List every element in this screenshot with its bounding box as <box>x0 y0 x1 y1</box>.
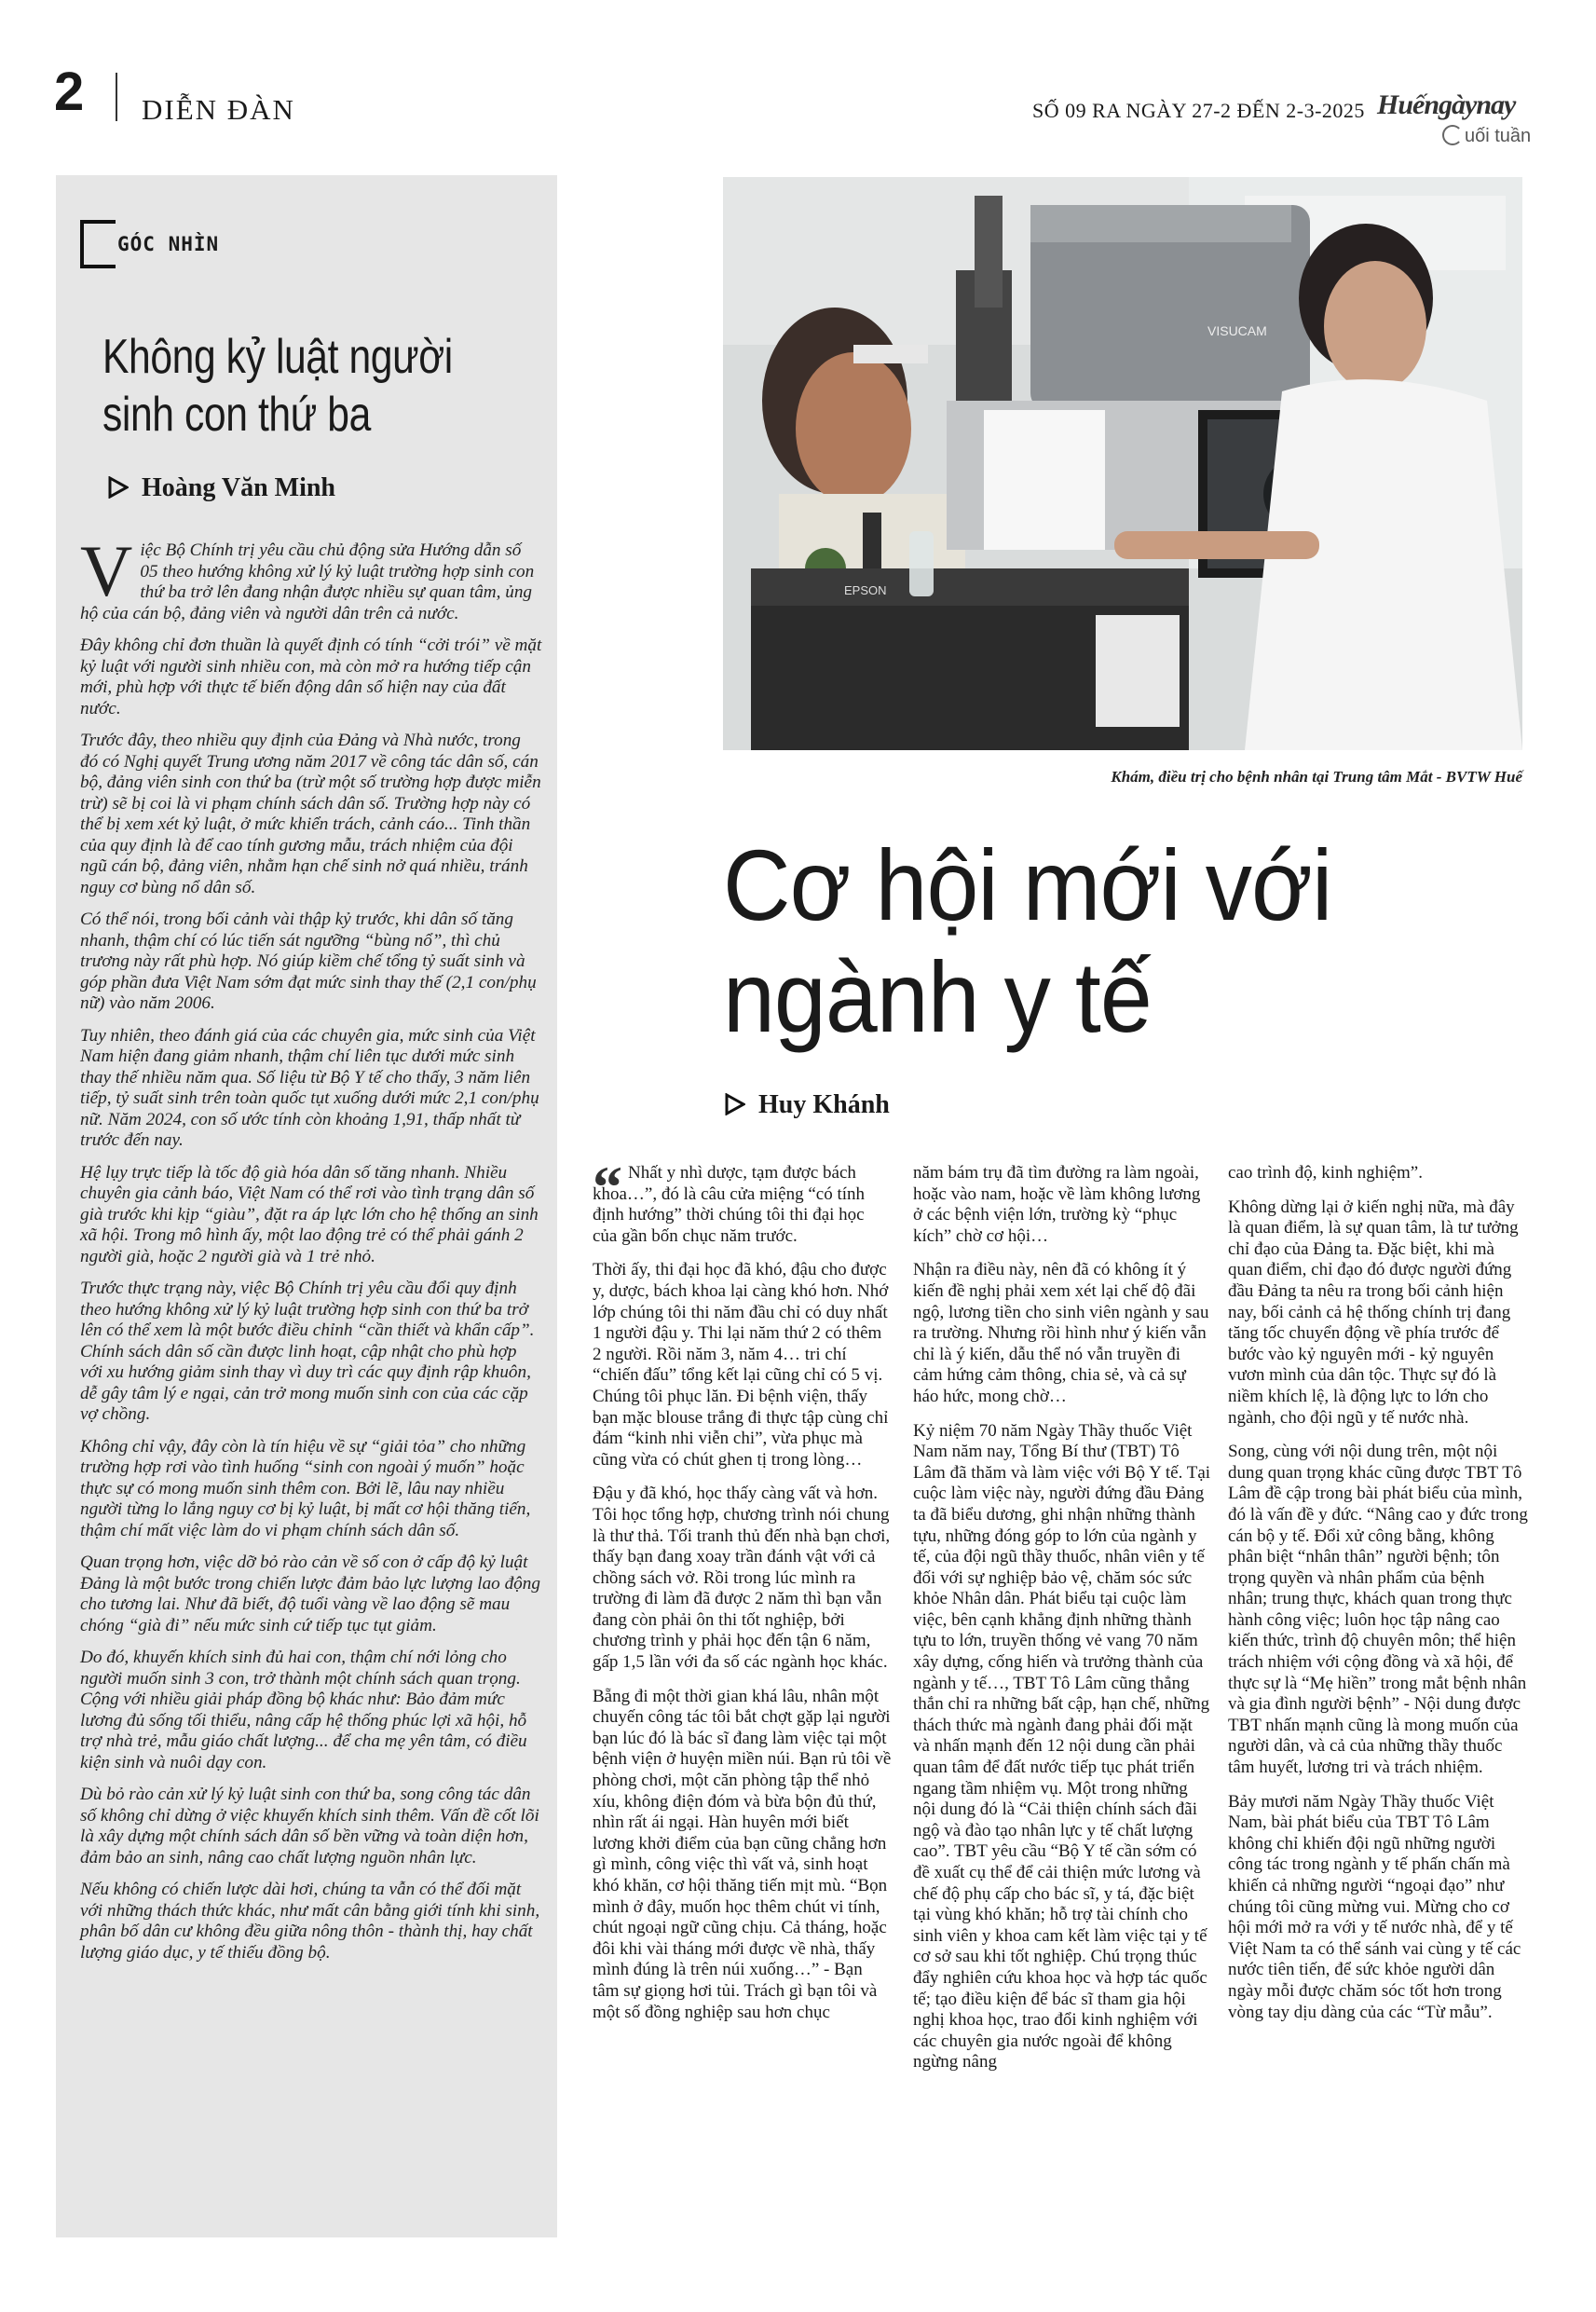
article-author-name: Huy Khánh <box>758 1090 890 1119</box>
article-paragraph: Nhất y nhì dược, tạm được bách khoa…”, đó là câu cửa miệng “có tính định hướng” thời chúng tôi thi đại học của gần bốn chục năm trước. <box>593 1163 866 1246</box>
sidebar-paragraph: Trước đây, theo nhiều quy định của Đảng và Nhà nước, trong đó có Nghị quyết Trung ương năm 2017 về công tác dân số, cán bộ, đảng viên sinh con thứ ba (trừ một số trường hợp được miễn trừ) sẽ bị coi là vi phạm chính sách dân số. Trường hợp này có thể bị xem xét kỷ luật, ở mức khiển trách, cảnh cáo... Tinh thần của quy định là để cao tính gương mẫu, trách nhiệm của đội ngũ cán bộ, đảng viên, nhằm hạn chế sinh nở quá nhiều, tránh nguy cơ bùng nổ dân số. <box>80 731 541 897</box>
sidebar-title: Không kỷ luật người sinh con thứ ba <box>102 330 453 442</box>
sidebar-paragraph: Có thể nói, trong bối cảnh vài thập kỷ trước, khi dân số tăng nhanh, thậm chí có lúc tiến sát ngưỡng “bùng nổ”, thì chủ trương này rất phù hợp. Nó giúp kiềm chế tổng tỷ suất sinh và góp phần đưa Việt Nam sớm đạt mức sinh thay thế (2,1 con/phụ nữ) vào năm 2006. <box>80 910 537 1013</box>
article-title: Cơ hội mới với ngành y tế <box>723 828 1332 1053</box>
page-number: 2 <box>54 62 85 122</box>
play-triangle-icon <box>725 1093 745 1115</box>
section-title: DIỄN ĐÀN <box>142 93 295 126</box>
sidebar-author-name: Hoàng Văn Minh <box>142 473 335 502</box>
sidebar-paragraph: Việc Bộ Chính trị yêu cầu chủ động sửa Hướng dẫn số 05 theo hướng không xử lý kỷ luật trường hợp sinh con thứ ba trở lên đang nhận được nhiều sự quan tâm, ủng hộ của cán bộ, đảng viên và người dân trên cả nước. <box>80 530 535 623</box>
sidebar-paragraph: Nếu không có chiến lược dài hơi, chúng ta vẫn có thể đối mặt với những thách thức khác, như mất cân bằng giới tính khi sinh, phân bố dân cư không đều giữa nông thôn - thành thị, hay chất lượng giáo dục, y tế thiếu đồng bộ. <box>80 1880 540 1963</box>
open-quote-icon: “ <box>593 1154 622 1220</box>
sidebar-body <box>80 530 542 1975</box>
photo-caption: Khám, điều trị cho bệnh nhân tại Trung tâm Mắt - BVTW Huế <box>1111 768 1522 786</box>
article-paragraph: năm bám trụ đã tìm đường ra làm ngoài, hoặc vào nam, hoặc về làm không lương ở các bệnh viện lớn, trường kỳ “phục kích” chờ cơ hội… <box>913 1163 1201 1246</box>
device-brand-text: VISUCAM <box>1207 323 1267 338</box>
article-paragraph: cao trình độ, kinh nghiệm”. <box>1228 1163 1423 1183</box>
sidebar-paragraph: Do đó, khuyến khích sinh đủ hai con, thậm chí nới lỏng cho người muốn sinh 3 con, trở thành một chính sách quan trọng. Cộng với nhiều giải pháp đồng bộ khác như: Bảo đảm mức lương đủ sống tối thiểu, nâng cấp hệ thống phúc lợi xã hội, hỗ trợ nhà trẻ, mẫu giáo chất lượng... để cha mẹ yên tâm, có điều kiện sinh và nuôi dạy con. <box>80 1648 527 1772</box>
eye-exam-photo <box>723 177 1522 750</box>
article-column-3 <box>1228 1163 1528 2036</box>
article-paragraph: Thời ấy, thi đại học đã khó, đậu cho được y, dược, bách khoa lại càng khó hơn. Nhớ lớp chúng tôi thi năm đầu chỉ có duy nhất 1 người đậu y. Thi lại năm thứ 2 có thêm 2 người. Rồi năm 3, năm 4… tri chí “chiến đấu” tổng kết lại cũng chỉ có 5 vị. Chúng tôi phục lăn. Đi bệnh viện, thấy bạn mặc blouse trắng đi thực tập cùng chỉ đám “kinh nhi viễn chi”, vừa phục mà cũng vừa có chút ghen tị trong lòng… <box>593 1260 889 1470</box>
newspaper-logo: Huếngàynay <box>1377 89 1516 120</box>
issue-info: SỐ 09 RA NGÀY 27-2 ĐẾN 2-3-2025 <box>1032 99 1365 122</box>
article-column-1 <box>593 1154 893 2036</box>
printer-brand-text: EPSON <box>844 583 887 597</box>
newspaper-logo-sub <box>1442 125 1531 147</box>
article-paragraph: Kỷ niệm 70 năm Ngày Thầy thuốc Việt Nam năm nay, Tổng Bí thư (TBT) Tô Lâm đã thăm và làm việc với Bộ Y tế. Tại cuộc làm việc này, người đứng đầu Đảng ta đã biểu dương, ghi nhận những thành tựu, những đóng góp to lớn của ngành y tế, của đội ngũ thầy thuốc, nhân viên y tế đối với sự nghiệp bảo vệ, chăm sóc sức khỏe Nhân dân. Phát biểu tại cuộc làm việc, bên cạnh khẳng định những thành tựu to lớn, truyền thống vẻ vang 70 năm xây dựng, cống hiến và trưởng thành của ngành y tế…, TBT Tô Lâm cũng thẳng thắn chỉ ra những bất cập, hạn chế, những thách thức mà ngành đang phải đối mặt và nhấn mạnh đến 12 nội dung cần phải quan tâm để đất nước tiếp tục phát triển ngang tầm nhiệm vụ. Một trong những nội dung đó là “Cải thiện chính sách đãi ngộ và đào tạo nhân lực y tế chất lượng cao”. TBT yêu cầu “Bộ Y tế cần sớm có đề xuất cụ thể để cải thiện mức lương và chế độ phụ cấp cho bác sĩ, y tá, đặc biệt tại vùng khó khăn; hỗ trợ tài chính cho sinh viên y khoa cam kết làm việc tại y tế cơ sở sau khi tốt nghiệp. Chú trọng thúc đẩy nghiên cứu khoa học và hợp tác quốc tế; tạo điều kiện để bác sĩ tham gia hội nghị khoa học, trao đổi kinh nghiệm với các chuyên gia nước ngoài để không ngừng nâng <box>913 1420 1211 2073</box>
sidebar-paragraph: Quan trọng hơn, việc dỡ bỏ rào cản về số con ở cấp độ kỷ luật Đảng là một bước trong chiến lược đảm bảo lực lượng lao động cho tương lai. Như đã biết, độ tuổi vàng về lao động sẽ mau chóng “già đi” nếu mức sinh cứ tiếp tục tụt giảm. <box>80 1553 540 1635</box>
article-column-2 <box>913 1163 1211 2086</box>
sidebar-label: GÓC NHÌN <box>117 233 220 255</box>
sidebar-author <box>108 473 335 503</box>
eye-exam-illustration <box>723 177 1522 750</box>
article-author <box>725 1090 890 1120</box>
header-divider <box>116 73 117 121</box>
sidebar-paragraph: Dù bỏ rào cản xử lý kỷ luật sinh con thứ ba, song công tác dân số không chỉ dừng ở việc khuyến khích sinh thêm. Vấn đề cốt lõi là xây dựng một chính sách dân số bền vững và toàn diện hơn, đảm bảo an sinh, nâng cao chất lượng nguồn nhân lực. <box>80 1785 539 1867</box>
article-paragraph: Không dừng lại ở kiến nghị nữa, mà đây là quan điểm, là sự quan tâm, là tư tưởng chỉ đạo của Đảng ta. Đặc biệt, khi mà quan điểm, chỉ đạo đó được người đứng đầu Đảng ta nêu ra trong bối cảnh hiện nay, bối cảnh cả hệ thống chính trị đang tăng tốc chuyển động về phía trước để bước vào kỷ nguyên mới - kỷ nguyên vươn mình của dân tộc. Thực sự đó là niềm khích lệ, là động lực to lớn cho ngành, cho đội ngũ y tế nước nhà. <box>1228 1197 1519 1428</box>
sidebar-paragraph: Hệ lụy trực tiếp là tốc độ già hóa dân số tăng nhanh. Nhiều chuyên gia cảnh báo, Việt Nam có thể rơi vào tình trạng dân số già trước khi kịp “giàu”, đặt ra áp lực lớn cho hệ thống an sinh xã hội. Trong mô hình ấy, một lao động trẻ có thể phải gánh 2 người già, hoặc 2 người già và 1 trẻ nhỏ. <box>80 1162 539 1266</box>
sidebar-paragraph: Đây không chỉ đơn thuần là quyết định có tính “cởi trói” về mặt kỷ luật với người sinh nhiều con, mà còn mở ra hướng tiếp cận mới, phù hợp với thực tế biến động dân số hiện nay của đất nước. <box>80 636 542 718</box>
article-paragraph: Nhận ra điều này, nên đã có không ít ý kiến đề nghị phải xem xét lại chế độ đãi ngộ, lương tiền cho sinh viên ngành y sau ra trường. Nhưng rồi hình như ý kiến vẫn chỉ là ý kiến, dẫu thể nó vẫn truyền đi cảm hứng cảm thông, chia sẻ, và cả sự háo hức, mong chờ… <box>913 1260 1209 1406</box>
goc-nhin-bracket-bottom <box>80 265 116 268</box>
sidebar-paragraph: Trước thực trạng này, việc Bộ Chính trị yêu cầu đổi quy định theo hướng không xử lý kỷ luật trường hợp sinh con thứ ba trở lên có thể xem là một bước điều chỉnh “cần thiết và khẩn cấp”. Chính sách dân số cần được linh hoạt, cập nhật cho phù hợp với xu hướng giảm sinh thay vì duy trì các quy định rập khuôn, dễ gây tâm lý e ngại, cản trở mong muốn sinh con của các cặp vợ chồng. <box>80 1279 535 1424</box>
article-paragraph: Đậu y đã khó, học thấy càng vất và hơn. Tôi học tổng hợp, chương trình nói chung là thư thả. Tối tranh thủ đến nhà bạn chơi, thấy bạn đang xoay trần đánh vật với cả chồng sách vở. Rồi trong lúc mình ra trường đi làm đã được 2 năm thì bạn vẫn đang còn phải ôn thi tốt nghiệp, bởi chương trình y phải học đến tận 6 năm, gấp 1,5 lần với đa số các ngành học khác. <box>593 1484 891 1673</box>
article-paragraph: Song, cùng với nội dung trên, một nội dung quan trọng khác cũng được TBT Tô Lâm đề cập trong bài phát biểu của mình, đó là vấn đề y đức. “Nâng cao y đức trong cán bộ y tế. Đổi xử công bằng, không phân biệt “nhân thân” người bệnh; tôn trọng quyền và nhân phẩm của bệnh nhân; trung thực, khách quan trong thực hành công việc; luôn học tập nâng cao kiến thức, trình độ chuyên môn; thể hiện trách nhiệm với cộng đồng và xã hội, để thực sự là “Mẹ hiền” trong mắt bệnh nhân và gia đình người bệnh” - Nội dung được TBT nhấn mạnh cũng là mong muốn của người dân, và cả của những thầy thuốc tâm huyết, lương tri và trách nhiệm. <box>1228 1442 1528 1778</box>
article-paragraph: Bẵng đi một thời gian khá lâu, nhân một chuyến công tác tôi bắt chợt gặp lại người bạn lúc đó là bác sĩ đang làm việc tại một bệnh viện ở huyện miền núi. Bạn rủ tôi về phòng chơi, một căn phòng tập thể nhỏ xíu, không điện đóm và bừa bộn đủ thứ, nhìn rất ái ngại. Hàn huyên mới biết lương khởi điểm của bạn cũng chẳng hơn gì mình, công việc thì vất vả, sinh hoạt khó khăn, cơ hội thăng tiến mịt mù. “Bọn mình ở đây, muốn học thêm chút vi tính, chút ngoại ngữ cũng chịu. Cả tháng, hoặc đôi khi vài tháng mới được về nhà, thấy mình đúng là trên núi xuống…” - Bạn tâm sự giọng hơi tủi. Trách gì bạn tôi và một số đồng nghiệp sau hơn chục <box>593 1686 892 2022</box>
play-triangle-icon <box>108 476 129 499</box>
logo-c-icon <box>1442 125 1463 145</box>
goc-nhin-bracket-icon <box>80 220 116 268</box>
logo-sub-text: uối tuần <box>1465 126 1532 146</box>
goc-nhin-bracket-left <box>80 220 84 268</box>
article-paragraph: Bảy mươi năm Ngày Thầy thuốc Việt Nam, bài phát biểu của TBT Tô Lâm không chỉ khiến đội ngũ những người công tác trong ngành y tế phấn chấn mà khiến cả những người “ngoại đạo” như chúng tôi cũng mừng vui. Mừng cho cơ hội mới mở ra với y tế nước nhà, để y tế Việt Nam ta có thể sánh vai cùng y tế các nước tiên tiến, để sức khỏe người dân ngày mỗi được chăm sóc tốt hơn trong vòng tay dịu dàng của các “Từ mẫu”. <box>1228 1791 1521 2022</box>
sidebar-paragraph: Không chỉ vậy, đây còn là tín hiệu về sự “giải tỏa” cho những trường hợp rơi vào tình huống “sinh con ngoài ý muốn” hoặc thực sự có mong muốn sinh thêm con. Bởi lẽ, lâu nay nhiều người từng lo lắng nguy cơ bị kỷ luật, bị mất cơ hội thăng tiến, thậm chí mất việc làm do vi phạm chính sách dân số. <box>80 1436 531 1540</box>
sidebar-paragraph: Tuy nhiên, theo đánh giá của các chuyên gia, mức sinh của Việt Nam hiện đang giảm nhanh, thậm chí liên tục dưới mức sinh thay thế nhiều năm qua. Số liệu từ Bộ Y tế cho thấy, 3 năm liên tiếp, tỷ suất sinh trên toàn quốc tụt xuống dưới mức 2,1 con/phụ nữ. Năm 2024, con số ước tính còn khoảng 1,91, thấp nhất từ trước đến nay. <box>80 1025 539 1150</box>
